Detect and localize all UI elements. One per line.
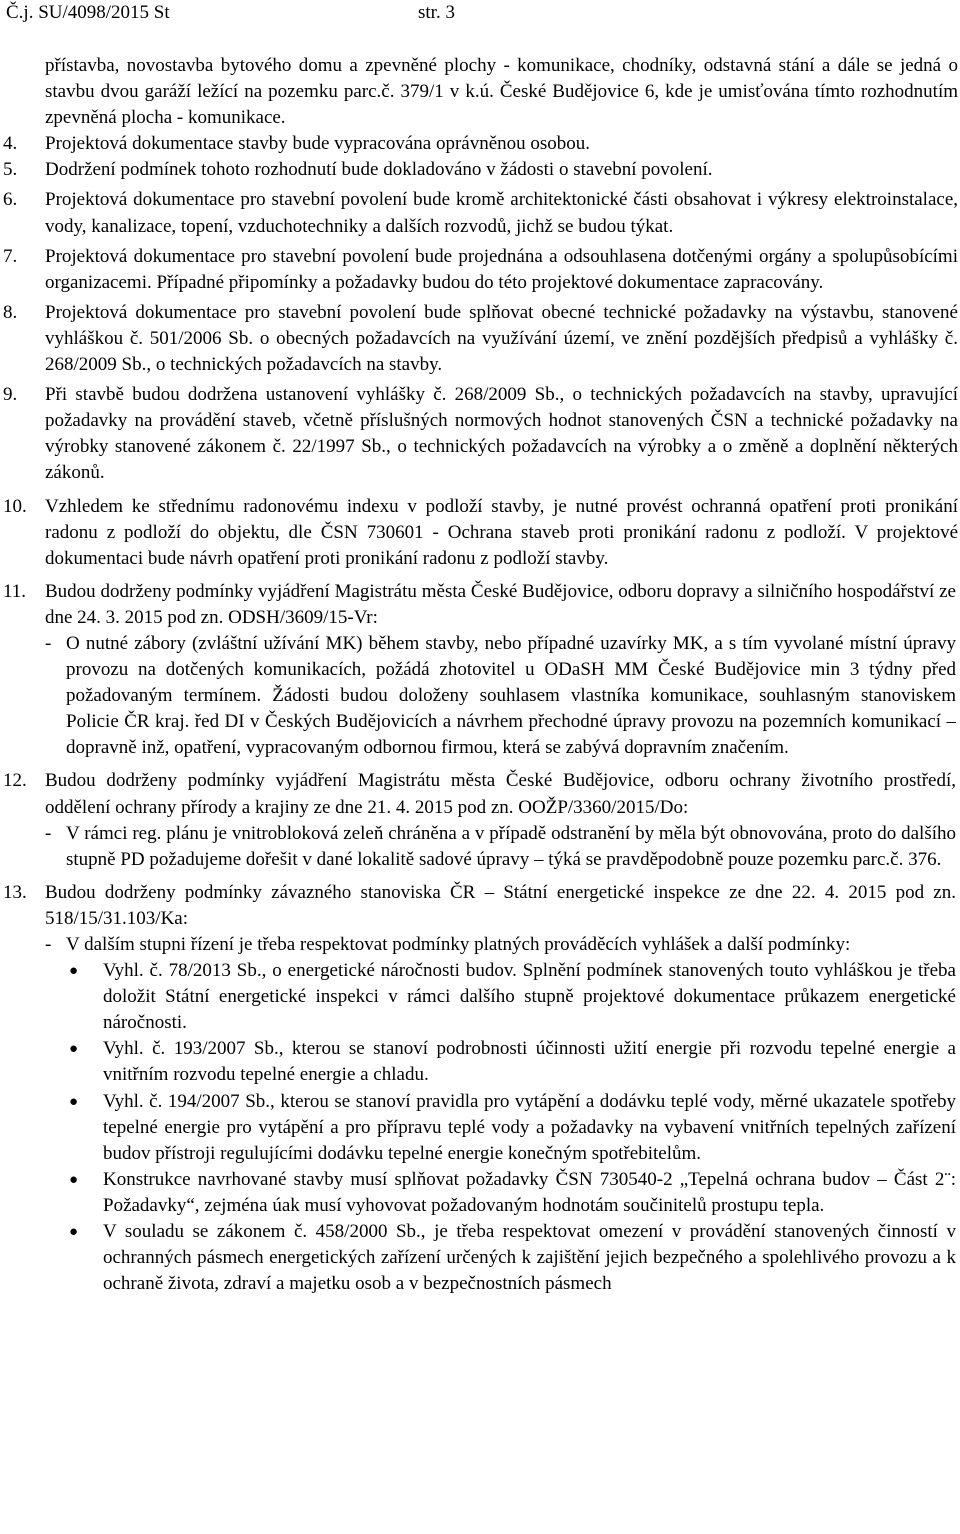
item-number: 7. (3, 245, 18, 267)
subitem-text: V dalším stupni řízení je třeba respektovat podmínky platných prováděcích vyhlášek a další podmínky: (66, 934, 851, 955)
document-body (0, 53, 960, 1297)
page-header (0, 0, 960, 24)
page-number: str. 3 (418, 2, 455, 23)
bullet-marker: ● (69, 1171, 79, 1188)
dash-marker: - (45, 934, 52, 955)
item-number: 11. (3, 580, 27, 602)
item-number: 8. (3, 301, 18, 323)
item-text: Při stavbě budou dodržena ustanovení vyhlášky č. 268/2009 Sb., o technických požadavcích na stavby, upravující požadavky na provádění staveb, včetně příslušných normových hodnot stanovených ČSN a technické požadavky na výrobky stanovené zákonem č. 22/1997 Sb., o technických požadavcích na výrobky a o změně a doplnění některých zákonů. (45, 384, 958, 484)
item-text: Projektová dokumentace pro stavební povolení bude kromě architektonické části obsahovat i výkresy elektroinstalace, vody, kanalizace, topení, vzduchotechniky a dalších rozvodů, jichž se budou týkat. (45, 189, 958, 237)
subitem-text: O nutné zábory (zvláštní užívání MK) během stavby, nebo případné uzavírky MK, a s tím vyvolané místní úpravy provozu na dotčených komunikacích, požádá zhotovitel u ODaSH MM České Budějovice min 3 týdny před požadovaným termínem. Žádosti budou doloženy souhlasem vlastníka komunikace, souhlasným stanoviskem Policie ČR kraj. řed DI v Českých Budějovicích a návrhem přechodné úpravy provozu na pozemních komunikací – dopravně inž, opatření, vypracovaným odbornou firmou, která se zabývá dopravním značením. (66, 632, 956, 759)
lead-paragraph: přístavba, novostavba bytového domu a zpevněné plochy - komunikace, chodníky, odstavná stání a dále se jedná o stavbu dvou garáží ležící na pozemku parc.č. 379/1 v k.ú. České Budějovice 6, kde je umisťována tímto rozhodnutím zpevněná plocha - komunikace. (45, 55, 958, 129)
item-text: Vzhledem ke střednímu radonovému indexu v podloží stavby, je nutné provést ochranná opatření proti pronikání radonu z podloží do objektu, dle ČSN 730601 - Ochrana staveb proti pronikání radonu z podloží. V projektové dokumentaci bude návrh opatření proti pronikání radonu z podloží stavby. (45, 495, 958, 569)
item-text: Budou dodrženy podmínky vyjádření Magistrátu města České Budějovice, odboru dopravy a silničního hospodářství ze dne 24. 3. 2015 pod zn. ODSH/3609/15-Vr: (45, 580, 956, 628)
bullet-marker: ● (69, 1041, 79, 1058)
condition-item-13 (3, 880, 958, 1298)
bullet-item (69, 1219, 958, 1297)
item-text: Budou dodrženy podmínky závazného stanoviska ČR – Státní energetické inspekce ze dne 22. 4. 2015 pod zn. 518/15/31.103/Ka: (45, 881, 956, 929)
item-text: Projektová dokumentace stavby bude vypracována oprávněnou osobou. (45, 133, 591, 155)
item-text: Projektová dokumentace pro stavební povolení bude splňovat obecné technické požadavky na výstavbu, stanovené vyhláškou č. 501/2006 Sb. o obecných požadavcích na využívání území, ve znění pozdějších předpisů a vyhlášky č. 268/2009 Sb., o technických požadavcích na stavby. (45, 301, 958, 376)
bullet-text: V souladu se zákonem č. 458/2000 Sb., je třeba respektovat omezení v provádění stanovených činností v ochranných pásmech energetických zařízení určených k zajištění jejich bezpečného a spolehlivého provozu a k ochraně života, zdraví a majetku osob a v bezpečnostních pásmech (103, 1221, 956, 1295)
dash-subitem (45, 932, 958, 958)
bullet-item (69, 958, 958, 1036)
bullet-item (69, 1036, 958, 1088)
bullet-marker: ● (69, 963, 79, 980)
item-text: Projektová dokumentace pro stavební povolení bude projednána a odsouhlasena dotčenými orgány a spolupůsobícími organizacemi. Případné připomínky a požadavky budou do této projektové dokumentace zapracovány. (45, 245, 958, 293)
condition-item-11 (3, 579, 958, 762)
condition-item-5 (3, 157, 960, 183)
bullet-text: Vyhl. č. 193/2007 Sb., kterou se stanoví podrobnosti účinnosti užití energie při rozvodu tepelné energie a vnitřním rozvodu tepelné energie a chladu. (103, 1038, 956, 1086)
bullet-item (69, 1167, 958, 1219)
item-number: 4. (3, 133, 18, 155)
bullet-text: Konstrukce navrhované stavby musí splňovat požadavky ČSN 730540-2 „Tepelná ochrana budov – Část 2¨: Požadavky“, zejména úak musí vyhovovat požadovaným hodnotám součinitelů prostupu tepla. (103, 1168, 956, 1216)
item-number: 10. (3, 495, 27, 517)
condition-item-8 (3, 300, 960, 378)
item-number: 6. (3, 189, 18, 211)
condition-item-10 (3, 494, 960, 572)
dash-marker: - (45, 822, 52, 844)
condition-item-12 (3, 768, 958, 872)
condition-item-9 (3, 382, 960, 486)
case-reference: Č.j. SU/4098/2015 St (6, 2, 170, 23)
bullet-item (69, 1089, 958, 1167)
item-number: 5. (3, 159, 18, 181)
item-number: 9. (3, 384, 18, 406)
dash-marker: - (45, 632, 52, 654)
condition-item-6 (3, 187, 960, 239)
condition-item-4 (3, 131, 960, 157)
item-text: Dodržení podmínek tohoto rozhodnutí bude dokladováno v žádosti o stavební povolení. (45, 159, 713, 181)
bullet-marker: ● (69, 1224, 79, 1241)
item-number: 13. (3, 881, 27, 903)
subitem-text: V rámci reg. plánu je vnitrobloková zeleň chráněna a v případě odstranění by měla být obnovována, proto do dalšího stupně PD požadujeme dořešit v dané lokalitě sadové úpravy – týká se pravděpodobně pouze pozemku parc.č. 376. (66, 822, 956, 870)
item-number: 12. (3, 770, 27, 792)
dash-subitem (45, 631, 958, 761)
bullet-marker: ● (69, 1093, 79, 1110)
item-text: Budou dodrženy podmínky vyjádření Magistrátu města České Budějovice, odboru ochrany životního prostředí, oddělení ochrany přírody a krajiny ze dne 21. 4. 2015 pod zn. OOŽP/3360/2015/Do: (45, 770, 956, 818)
bullet-text: Vyhl. č. 78/2013 Sb., o energetické náročnosti budov. Splnění podmínek stanovených touto vyhláškou je třeba doložit Státní energetické inspekci v rámci dalšího stupně projektové dokumentace průkazem energetické náročnosti. (103, 960, 956, 1034)
condition-item-7 (3, 244, 960, 296)
dash-subitem (45, 821, 958, 873)
bullet-text: Vyhl. č. 194/2007 Sb., kterou se stanoví pravidla pro vytápění a dodávku teplé vody, měrné ukazatele spotřeby tepelné energie pro vytápění a pro přípravu teplé vody a požadavky na vybavení vnitřních tepelných zařízení budov přístroji regulujícími dodávku tepelné energie konečným spotřebitelům. (103, 1090, 956, 1164)
